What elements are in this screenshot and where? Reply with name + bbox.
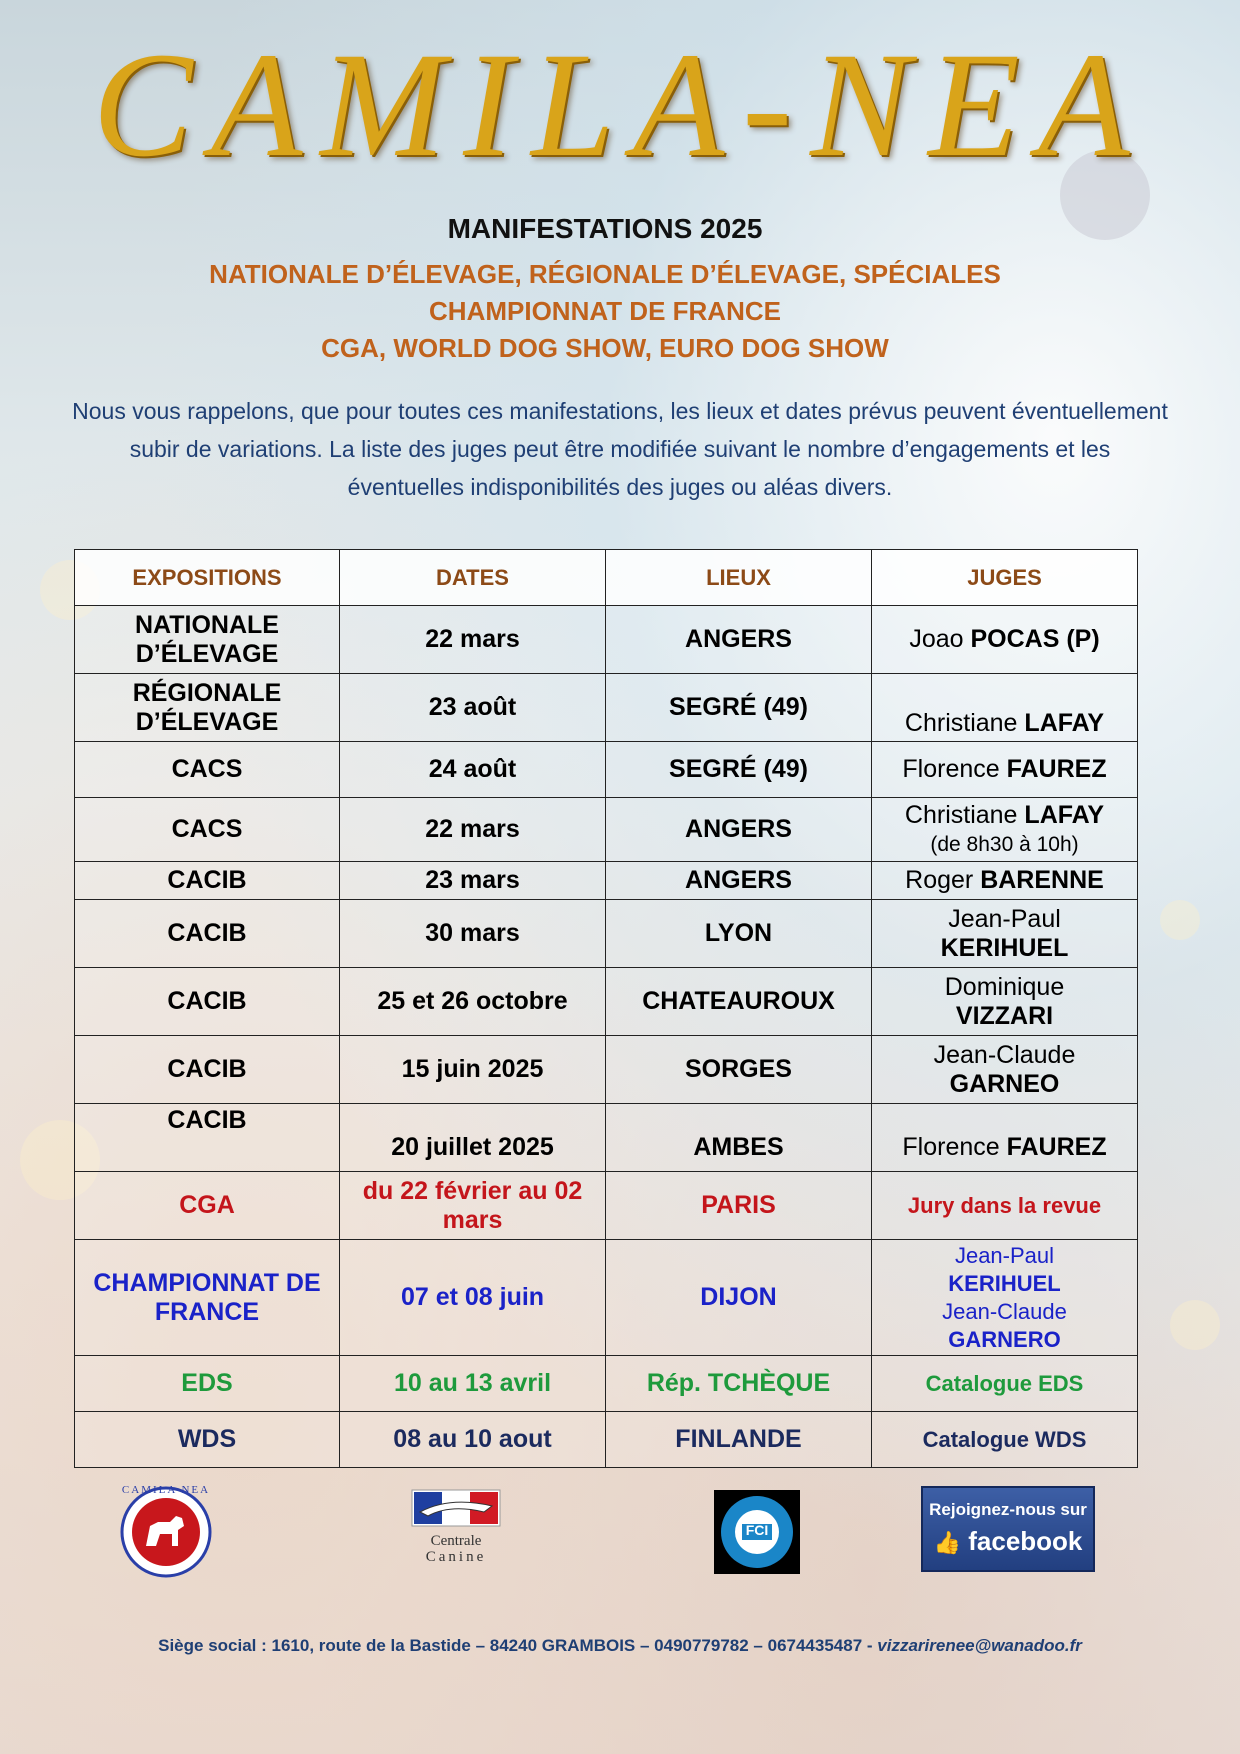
centrale-logo-line-1: Centrale [430,1533,482,1549]
expo-cell: CACIB [75,1036,340,1104]
date-cell: 22 mars [340,606,606,674]
facebook-wordmark: facebook [968,1526,1083,1556]
judge-cell [872,674,1138,742]
judge-cell [872,968,1138,1036]
table-row [75,1356,1138,1412]
judge-cell [872,900,1138,968]
expo-cell: CHAMPIONNAT DE FRANCE [75,1240,340,1356]
facebook-join-button[interactable] [921,1486,1095,1572]
judge-last-name: FAUREZ [1006,1133,1107,1161]
subtitle [0,256,1210,367]
judge-last-name: LAFAY [1024,800,1105,829]
col-header-juges: JUGES [872,550,1138,606]
lieu-cell: PARIS [606,1172,872,1240]
expo-cell: CACIB [75,1104,340,1172]
table-row [75,798,1138,862]
lieu-cell: SEGRÉ (49) [606,674,872,742]
date-cell: 15 juin 2025 [340,1036,606,1104]
lieu-cell: SEGRÉ (49) [606,742,872,798]
subtitle-line-1: NATIONALE D’ÉLEVAGE, RÉGIONALE D’ÉLEVAGE, SPÉCIALES [209,259,1001,289]
table-row [75,1036,1138,1104]
lieu-cell: LYON [606,900,872,968]
expo-cell: CGA [75,1172,340,1240]
lieu-cell: AMBES [606,1104,872,1172]
judge-cell: Catalogue WDS [872,1412,1138,1468]
judge-last-name: LAFAY [1024,709,1105,737]
lieu-cell: ANGERS [606,862,872,900]
judge-first-name: Christiane [904,709,1018,737]
judge-first-name: Florence [902,1133,1000,1161]
judge-cell [872,798,1138,862]
judge-last-name: FAUREZ [1006,755,1107,783]
judge-last-name: KERIHUEL [940,933,1069,962]
date-cell: 20 juillet 2025 [340,1104,606,1172]
lieu-cell: ANGERS [606,798,872,862]
judge-cell [872,742,1138,798]
table-row [75,1240,1138,1356]
judge-cell [872,862,1138,900]
col-header-lieux: LIEUX [606,550,872,606]
col-header-dates: DATES [340,550,606,606]
judge-first-name: Jean-Paul [954,1242,1055,1268]
camila-logo-text: CAMILA NEA [121,1484,211,1496]
expo-cell: WDS [75,1412,340,1468]
judge-first-name: Jean-Claude [933,1040,1076,1069]
table-row [75,606,1138,674]
centrale-logo-line-2: Canine [425,1549,487,1565]
fci-logo-text: FCI [745,1522,769,1538]
footer-email-link[interactable]: vizzarirenee@wanadoo.fr [877,1636,1082,1655]
judge-note: (de 8h30 à 10h) [930,832,1079,856]
judge-first-name: Jean-Paul [948,904,1061,933]
date-cell: 30 mars [340,900,606,968]
judge-cell: Catalogue EDS [872,1356,1138,1412]
judge-last-name: POCAS (P) [970,625,1100,653]
expo-cell: RÉGIONALE D’ÉLEVAGE [75,674,340,742]
subtitle-line-3: CGA, WORLD DOG SHOW, EURO DOG SHOW [321,333,889,363]
centrale-canine-logo[interactable] [410,1488,502,1568]
col-header-expositions: EXPOSITIONS [75,550,340,606]
facebook-invite-text: Rejoignez-nous sur [929,1500,1087,1519]
judge-first-name: Joao [909,625,964,653]
judge-first-name: Roger [905,866,974,894]
date-cell: 10 au 13 avril [340,1356,606,1412]
table-row [75,1172,1138,1240]
expo-cell: CACIB [75,968,340,1036]
date-cell: 08 au 10 aout [340,1412,606,1468]
judge-last-name: KERIHUEL [948,1270,1061,1296]
expo-cell: CACS [75,742,340,798]
expo-cell: CACIB [75,862,340,900]
judge-last-name: BARENNE [980,866,1104,894]
fci-logo[interactable] [714,1490,800,1574]
brand-title: CAMILA-NEA [92,22,1148,188]
lieu-cell: FINLANDE [606,1412,872,1468]
table-row [75,742,1138,798]
date-cell: 23 août [340,674,606,742]
judge-last-name: GARNEO [949,1069,1060,1098]
table-row [75,1412,1138,1468]
date-cell: 24 août [340,742,606,798]
intro-paragraph: Nous vous rappelons, que pour toutes ces manifestations, les lieux et dates prévus peuvent éventuellement subir de variations. La liste des juges peut être modifiée suivant le nombre d’engagements et les éventuelles indisponibilités des juges ou aléas divers. [72,398,1168,500]
events-table [74,549,1138,1468]
judge-last-name: GARNERO [948,1326,1061,1352]
table-row [75,968,1138,1036]
judge-cell [872,606,1138,674]
judge-cell [872,1104,1138,1172]
date-cell: 25 et 26 octobre [340,968,606,1036]
judge-first-name: Christiane [904,800,1018,829]
subtitle-line-2: CHAMPIONNAT DE FRANCE [429,296,781,326]
lieu-cell: CHATEAUROUX [606,968,872,1036]
date-cell: 23 mars [340,862,606,900]
lieu-cell: Rép. TCHÈQUE [606,1356,872,1412]
judge-first-name: Jean-Claude [942,1298,1067,1324]
judge-cell [872,1036,1138,1104]
camila-nea-logo[interactable] [120,1486,212,1578]
date-cell: 07 et 08 juin [340,1240,606,1356]
date-cell: 22 mars [340,798,606,862]
date-cell: du 22 février au 02 mars [340,1172,606,1240]
table-row [75,900,1138,968]
lieu-cell: SORGES [606,1036,872,1104]
judge-cell [872,1240,1138,1356]
table-row [75,1104,1138,1172]
page-title: MANIFESTATIONS 2025 [447,213,763,244]
partner-logos [0,1486,1240,1576]
table-row [75,862,1138,900]
table-header-row [75,550,1138,606]
lieu-cell: DIJON [606,1240,872,1356]
judge-first-name: Florence [902,755,1000,783]
table-row [75,674,1138,742]
expo-cell: NATIONALE D’ÉLEVAGE [75,606,340,674]
footer [0,1636,1240,1656]
judge-first-name: Dominique [944,972,1065,1001]
expo-cell: CACIB [75,900,340,968]
expo-cell: EDS [75,1356,340,1412]
thumbs-up-icon: 👍 [933,1530,961,1555]
judge-cell: Jury dans la revue [872,1172,1138,1240]
judge-last-name: VIZZARI [955,1001,1054,1030]
lieu-cell: ANGERS [606,606,872,674]
footer-address: Siège social : 1610, route de la Bastide – 84240 GRAMBOIS – 0490779782 – 0674435487 - [158,1636,873,1655]
expo-cell: CACS [75,798,340,862]
